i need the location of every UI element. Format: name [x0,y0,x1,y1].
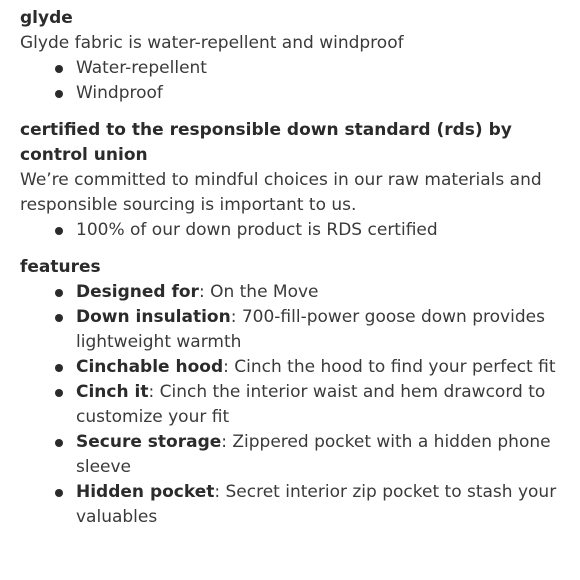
feature-text: : Cinch the interior waist and hem drawcord to customize your fit [76,382,546,427]
glyde-title: glyde [20,8,73,28]
features-title: features [20,257,101,277]
feature-item-hidden-pocket [76,480,558,530]
glyde-description: Glyde fabric is water-repellent and windproof [20,33,404,53]
feature-text: : Cinch the hood to find your perfect fit [223,357,556,377]
features-section [20,255,558,530]
feature-item-designed-for [76,280,558,305]
feature-name: Hidden pocket [76,482,215,502]
rds-section [20,118,558,243]
feature-item-down-insulation [76,305,558,355]
rds-title: certified to the responsible down standard (rds) by control union [20,120,512,165]
feature-item-secure-storage [76,430,558,480]
glyde-section [20,6,558,106]
feature-name: Cinchable hood [76,357,224,377]
feature-item-cinchable-hood [76,355,558,380]
glyde-bullet-list [20,56,558,106]
feature-name: Cinch it [76,382,149,402]
feature-name: Down insulation [76,307,231,327]
feature-name: Designed for [76,282,199,302]
rds-description: We’re committed to mindful choices in our raw materials and responsible sourcing is important to us. [20,170,542,215]
feature-text: : On the Move [198,282,319,302]
rds-bullet-list [20,218,558,243]
feature-text: : Zippered pocket with a hidden phone sleeve [76,432,551,477]
list-item: 100% of our down product is RDS certified [76,218,558,243]
feature-item-cinch-it [76,380,558,430]
list-item: Water-repellent [76,56,558,81]
features-list [20,280,558,530]
feature-text: : 700-fill-power goose down provides lightweight warmth [76,307,545,352]
feature-name: Secure storage [76,432,222,452]
feature-text: : Secret interior zip pocket to stash your valuables [76,482,557,527]
list-item: Windproof [76,81,558,106]
